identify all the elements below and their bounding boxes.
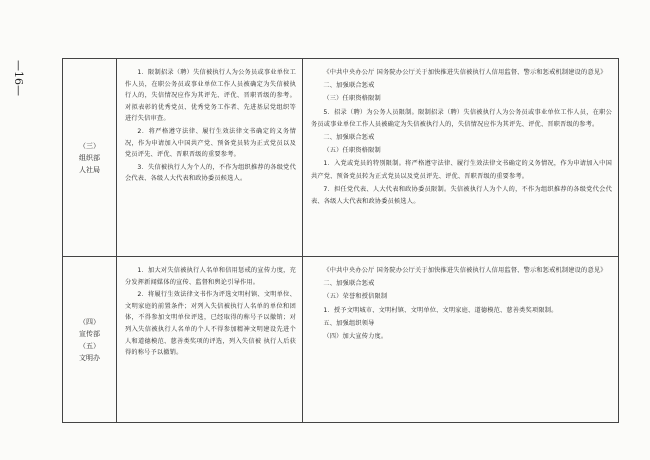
department-line: 文明办 [79, 353, 100, 362]
measures-table [62, 58, 619, 423]
basis-item: （四）加大宣传力度。 [323, 333, 388, 341]
basis-item: 二、加强联合惩戒 [323, 134, 375, 142]
department-name [79, 140, 100, 176]
basis-item: 5．招录（聘）为公务人员限制。限制招录（聘）失信被执行人为公务员或事业单位工作人员，在职公务员或事业单位工作人员被确定为失信被执行人的，失信情况应作为其评先、评优、晋职晋级的参考。 [311, 108, 612, 128]
measure-item: 1．限制招录（聘）失信被执行人为公务员或事业单位工作人员，在职公务员或事业单位工作人员被确定为失信被执行人的，失信情况应作为其评先、评优、晋职晋级的参考。对拟表彰的优秀党员、优秀党务工作者、先进基层党组织等进行失信审查。 [125, 69, 296, 123]
basis-item: 1．入党或党员的特别限制。将严格遵守法律、履行生效法律文书确定的义务情况，作为申请加入中国共产党、预备党员转为正式党员以及党员评先、评优、晋职晋级的重要参考。 [311, 160, 612, 180]
department-line: （三） [79, 141, 100, 150]
page-number: —16— [12, 60, 25, 96]
basis-item: （三）任职资格限制 [323, 95, 381, 103]
basis-item: 1．授予文明城市、文明村镇、文明单位、文明家庭、道德模范、慈善类奖项限制。 [323, 306, 558, 314]
department-cell [63, 59, 117, 257]
basis-item: 二、加强联合惩戒 [323, 280, 375, 288]
basis-item: （五）荣誉和授信限制 [323, 293, 388, 301]
basis-item: 《中共中央办公厅 国务院办公厅关于加快推进失信被执行人信用监督、警示和惩戒机制建设的意见》 [323, 267, 607, 274]
measures-cell [117, 59, 303, 257]
department-line: 宣传部 [79, 329, 100, 338]
basis-cell [303, 59, 619, 257]
table-row [63, 59, 619, 257]
measure-item: 3．失信被执行人为个人的，不作为组织推荐的各级党代会代表、各级人大代表和政协委员候选人。 [125, 163, 296, 183]
basis-cell [303, 257, 619, 423]
basis-item: 五、加强组织领导 [323, 319, 375, 327]
basis-item: 二、加强联合惩戒 [323, 82, 375, 90]
department-name [79, 316, 100, 364]
department-line: 人社局 [79, 165, 100, 174]
measure-item: 2．将履行生效法律文书作为评选文明村镇、文明单位、文明家庭的前置条件；对列入失信被执行人名单的单位和团体，不得参加文明单位评选，已经取得的称号予以撤销；对列入失信被执行人名单的个人不得参加精神文明建设先进个人和道德模范、慈善类奖项的评选，列入失信被 执行人后获得的称号予以撤销。 [125, 291, 296, 357]
department-cell [63, 257, 117, 423]
department-line: 组织部 [79, 153, 100, 162]
measures-cell [117, 257, 303, 423]
table-row [63, 257, 619, 423]
basis-item: 7．担任党代表、人大代表和政协委员限制。失信被执行人为个人的，不作为组织推荐的各级党代会代表、各级人大代表和政协委员候选人。 [311, 185, 612, 206]
department-line: （五） [79, 341, 100, 350]
measure-item: 2．将严格遵守法律、履行生效法律文书确定的义务情况，作为申请加入中国共产党、预备党员转为正式党员以及党员评先、评优、晋职晋级的重要参考。 [125, 127, 296, 159]
basis-item: 《中共中央办公厅 国务院办公厅关于加快推进失信被执行人信用监督、警示和惩戒机制建设的意见》 [323, 69, 607, 76]
measure-item: 1．加大对失信被执行人名单和信用惩戒的宣传力度，充分发挥新闻媒体的宣传、监督和舆论引导作用。 [125, 267, 296, 286]
department-line: （四） [79, 317, 100, 326]
basis-item: （五）任职资格限制 [323, 147, 381, 155]
